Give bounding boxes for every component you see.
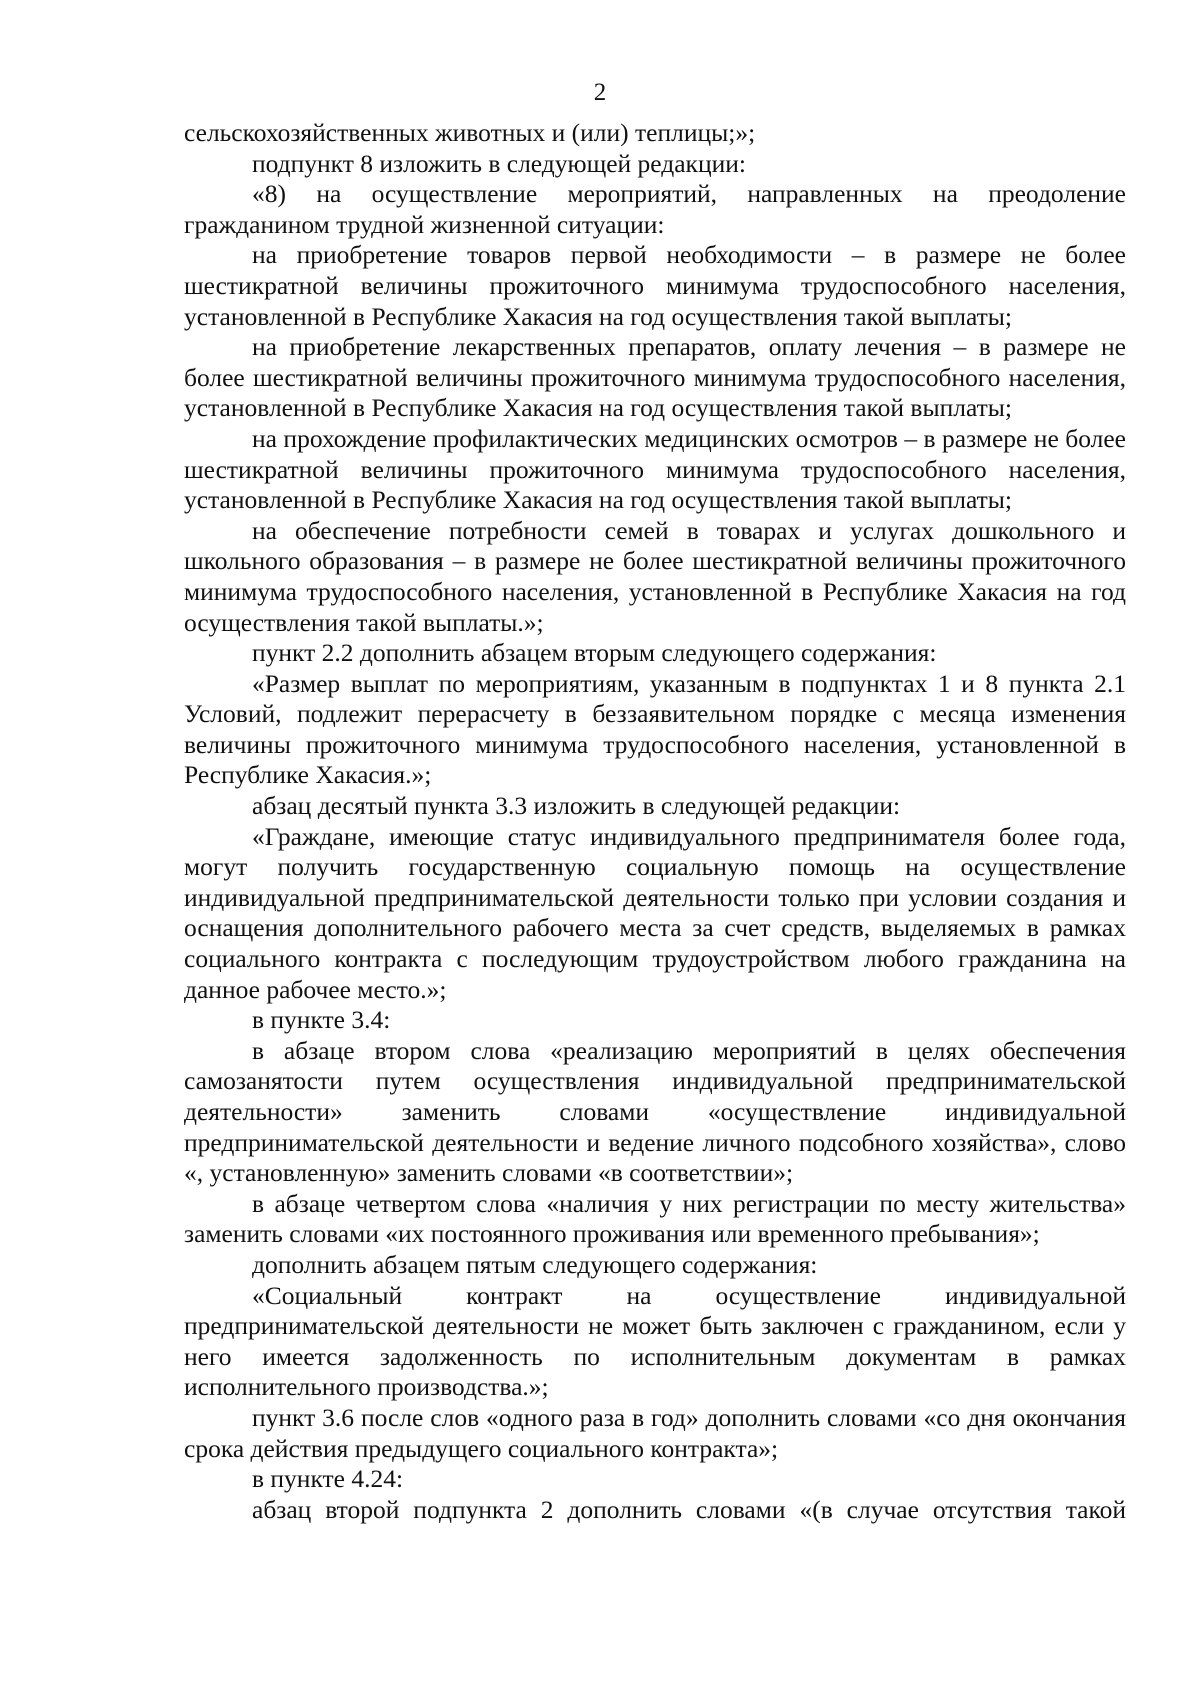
paragraph: абзац десятый пункта 3.3 изложить в следующей редакции:: [252, 791, 901, 821]
paragraph: в пункте 4.24:: [252, 1464, 404, 1494]
paragraph: в пункте 3.4:: [252, 1005, 391, 1035]
paragraph: «8) на осуществление мероприятий, направленных на преодоление гражданином трудной жизненной ситуации:: [184, 179, 1126, 239]
paragraph: на приобретение товаров первой необходимости – в размере не более шестикратной величины прожиточного минимума трудоспособного населения, установленной в Республике Хакасия на год осуществления такой выплаты;: [184, 240, 1126, 331]
paragraph: в абзаце четвертом слова «наличия у них регистрации по месту жительства» заменить словами «их постоянного проживания или временного пребывания»;: [184, 1188, 1126, 1249]
page-number: 2: [593, 79, 607, 106]
paragraph: дополнить абзацем пятым следующего содержания:: [252, 1249, 818, 1279]
paragraph: «Социальный контракт на осуществление индивидуальной предпринимательской деятельности не может быть заключен с гражданином, если у него имеется задолженность по исполнительным документам в рамках исполнительного производства.»;: [184, 1280, 1126, 1402]
paragraph: пункт 3.6 после слов «одного раза в год» дополнить словами «со дня окончания срока действия предыдущего социального контракта»;: [184, 1402, 1126, 1463]
paragraph: сельскохозяйственных животных и (или) теплицы;»;: [184, 118, 756, 147]
paragraph: «Размер выплат по мероприятиям, указанным в подпунктах 1 и 8 пункта 2.1 Условий, подлежит перерасчету в беззаявительном порядке с месяца изменения величины прожиточного минимума трудоспособного населения, установленной в Республике Хакасия.»;: [184, 668, 1126, 790]
paragraph: в абзаце втором слова «реализацию мероприятий в целях обеспечения самозанятости путем осуществления индивидуальной предпринимательской деятельности» заменить словами «осуществление индивидуальной предпринимательской деятельности и ведение личного подсобного хозяйства», слово «, установленную» заменить словами «в соответствии»;: [184, 1035, 1126, 1188]
paragraph: на приобретение лекарственных препаратов, оплату лечения – в размере не более шестикратной величины прожиточного минимума трудоспособного населения, установленной в Республике Хакасия на год осуществления такой выплаты;: [184, 332, 1126, 423]
paragraph: на прохождение профилактических медицинских осмотров – в размере не более шестикратной величины прожиточного минимума трудоспособного населения, установленной в Республике Хакасия на год осуществления такой выплаты;: [184, 423, 1126, 515]
paragraph: на обеспечение потребности семей в товарах и услугах дошкольного и школьного образования – в размере не более шестикратной величины прожиточного минимума трудоспособного населения, установленной в Республике Хакасия на год осуществления такой выплаты.»;: [184, 515, 1126, 637]
paragraph: подпункт 8 изложить в следующей редакции:: [252, 148, 746, 178]
paragraph: пункт 2.2 дополнить абзацем вторым следующего содержания:: [252, 638, 937, 668]
paragraph: абзац второй подпункта 2 дополнить словами «(в случае отсутствия такой: [252, 1494, 1126, 1524]
paragraph: «Граждане, имеющие статус индивидуального предпринимателя более года, могут получить государственную социальную помощь на осуществление индивидуальной предпринимательской деятельности только при условии создания и оснащения дополнительного рабочего места за счет средств, выделяемых в рамках социального контракта с последующим трудоустройством любого гражданина на данное рабочее место.»;: [184, 821, 1126, 1004]
document-body: [184, 118, 1126, 1525]
